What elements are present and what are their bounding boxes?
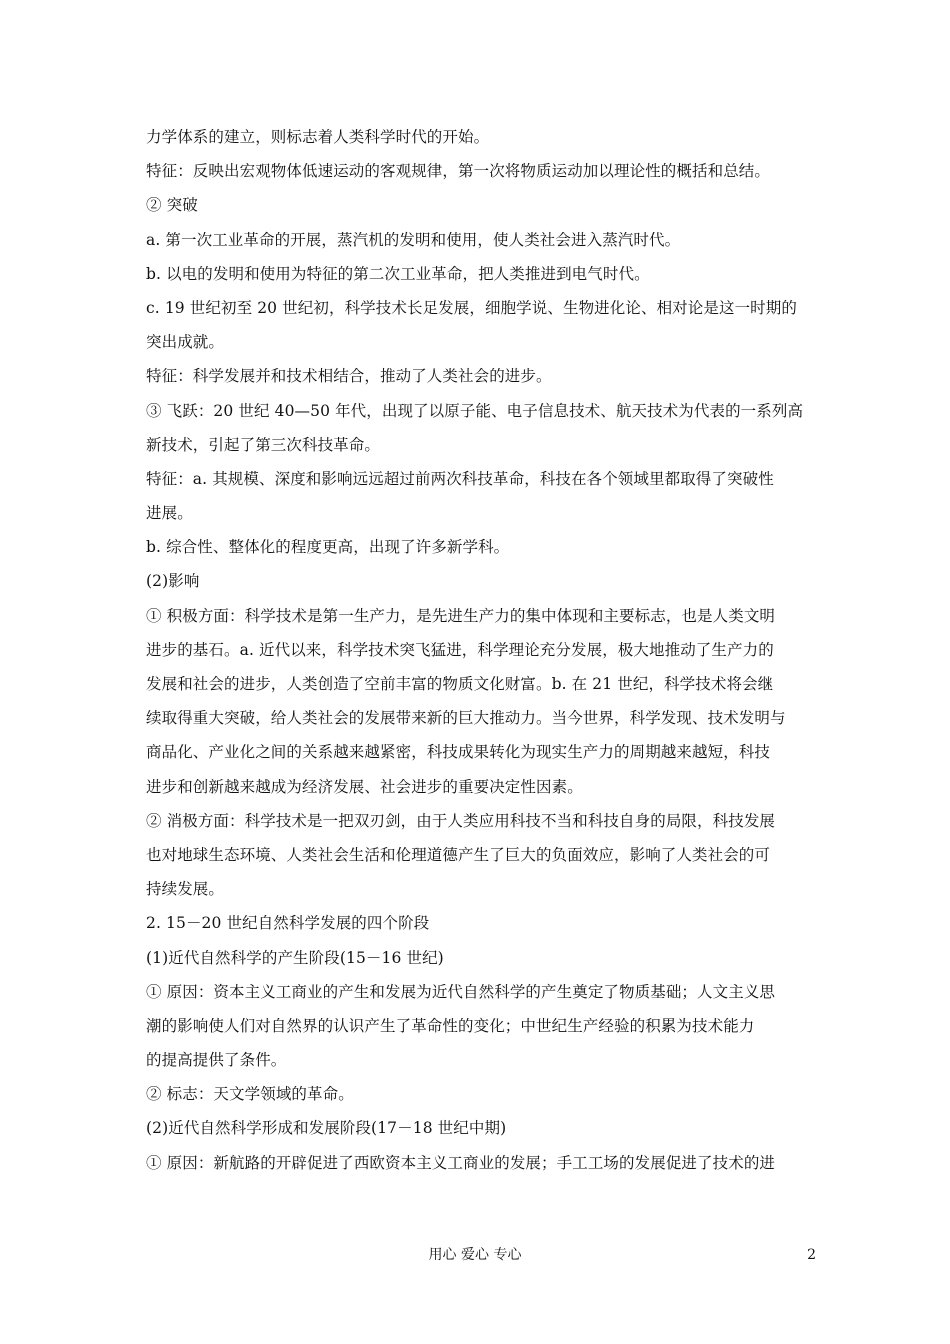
text-line: 突出成就。: [146, 333, 225, 352]
text-line: 持续发展。: [146, 880, 225, 899]
text-line: 进展。: [146, 504, 193, 523]
text-line: ① 原因：资本主义工商业的产生和发展为近代自然科学的产生奠定了物质基础；人文主义思: [146, 982, 776, 1001]
text-line: ③ 飞跃：20 世纪 40—50 年代，出现了以原子能、电子信息技术、航天技术为代表的一系列高: [146, 401, 804, 420]
text-line: 的提高提供了条件。: [146, 1051, 287, 1070]
text-line: 力学体系的建立，则标志着人类科学时代的开始。: [146, 128, 490, 146]
text-line: b. 以电的发明和使用为特征的第二次工业革命，把人类推进到电气时代。: [146, 264, 650, 283]
text-line: 进步的基石。a. 近代以来，科学技术突飞猛进，科学理论充分发展，极大地推动了生产力的: [146, 640, 774, 659]
text-line: 特征：a. 其规模、深度和影响远远超过前两次科技革命，科技在各个领域里都取得了突破性: [146, 469, 774, 488]
text-line: 潮的影响使人们对自然界的认识产生了革命性的变化；中世纪生产经验的积累为技术能力: [146, 1016, 755, 1035]
text-line: (1)近代自然科学的产生阶段(15－16 世纪): [146, 948, 444, 967]
text-line: 也对地球生态环境、人类社会生活和伦理道德产生了巨大的负面效应，影响了人类社会的可: [146, 845, 771, 864]
text-line: 续取得重大突破，给人类社会的发展带来新的巨大推动力。当今世界，科学发现、技术发明与: [146, 709, 786, 728]
body-text: [146, 120, 810, 1180]
text-line: (2)影响: [146, 572, 200, 591]
text-line: c. 19 世纪初至 20 世纪初，科学技术长足发展，细胞学说、生物进化论、相对论是这一时期的: [146, 298, 797, 317]
text-line: ② 标志：天文学领域的革命。: [146, 1085, 354, 1104]
text-line: 特征：科学发展并和技术相结合，推动了人类社会的进步。: [146, 367, 552, 386]
text-line: ① 积极方面：科学技术是第一生产力，是先进生产力的集中体现和主要标志，也是人类文明: [146, 606, 776, 625]
text-line: a. 第一次工业革命的开展，蒸汽机的发明和使用，使人类社会进入蒸汽时代。: [146, 230, 681, 249]
text-line: 进步和创新越来越成为经济发展、社会进步的重要决定性因素。: [146, 777, 583, 796]
text-line: ② 消极方面：科学技术是一把双刃剑，由于人类应用科技不当和科技自身的局限，科技发展: [146, 811, 776, 830]
page-number: 2: [807, 1247, 816, 1263]
text-line: 特征：反映出宏观物体低速运动的客观规律，第一次将物质运动加以理论性的概括和总结。: [146, 162, 771, 181]
text-line: b. 综合性、整体化的程度更高，出现了许多新学科。: [146, 538, 510, 557]
text-line: 发展和社会的进步，人类创造了空前丰富的物质文化财富。b. 在 21 世纪，科学技术将会继: [146, 675, 774, 693]
text-line: 2. 15－20 世纪自然科学发展的四个阶段: [146, 914, 430, 933]
text-line: ② 突破: [146, 196, 198, 215]
footer-motto: 用心 爱心 专心: [428, 1247, 522, 1263]
text-line: 商品化、产业化之间的关系越来越紧密，科技成果转化为现实生产力的周期越来越短，科技: [146, 743, 771, 762]
text-line: (2)近代自然科学形成和发展阶段(17－18 世纪中期): [146, 1119, 507, 1138]
text-line: ① 原因：新航路的开辟促进了西欧资本主义工商业的发展；手工工场的发展促进了技术的进: [146, 1153, 776, 1172]
text-line: 新技术，引起了第三次科技革命。: [146, 435, 381, 454]
